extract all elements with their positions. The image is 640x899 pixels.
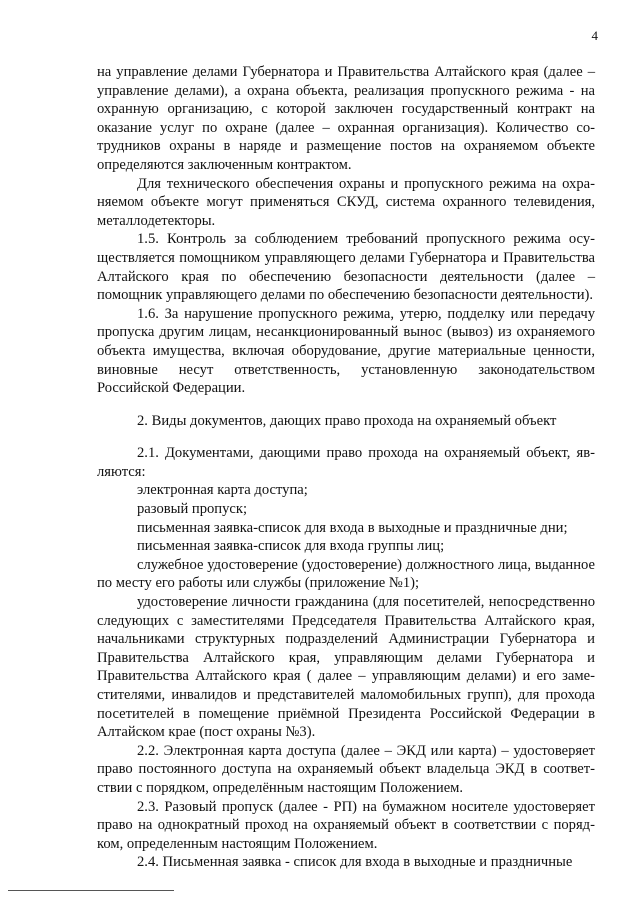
page-number: 4	[591, 28, 598, 43]
footer-rule	[8, 890, 174, 891]
section-heading-2: 2. Виды документов, дающих право прохода на охраняемый объект	[137, 412, 557, 429]
document-body	[97, 63, 595, 872]
list-item: разовый пропуск;	[137, 501, 248, 518]
paragraph-personal-id: удостоверение личности гражданина (для посетителей, непосредственно следующих с заместителями Председателя Правительства Алтайского края, начальниками структурных подразделений Администрации Губернатора и Правительства Алтайского края, управляющим делами Губернатора и Правительства Алтайского края ( далее – управляющим делами) и его заместителями, инвалидов и представителей маломобильных групп), для прохода посетителей в помещение приёмной Президента Российской Федерации в Алтайском крае (пост охраны №3).	[97, 594, 595, 741]
paragraph-2-2: 2.2. Электронная карта доступа (далее – ЭКД или карта) – удостоверяет право постоянного доступа на охраняемый объект владельца ЭКД в соответствии с порядком, определённым настоящим Положением.	[97, 742, 595, 796]
paragraph-2-1: 2.1. Документами, дающими право прохода на охраняемый объект, являются:	[97, 445, 595, 480]
paragraph-2-3: 2.3. Разовый пропуск (далее - РП) на бумажном носителе удостоверяет право на однократный проход на охраняемый объект в соответствии с порядком, определенным настоящим Положением.	[97, 798, 595, 852]
list-item: письменная заявка-список для входа в выходные и праздничные дни;	[137, 519, 568, 536]
list-item: письменная заявка-список для входа группы лиц;	[137, 538, 445, 555]
paragraph-continuation: на управление делами Губернатора и Правительства Алтайского края (далее – управление делами), а охрана объекта, реализация пропускного режима - на охранную организацию, с которой заключен государственный контракт на оказание услуг по охране (далее – охранная организация). Количество сотрудников охраны в наряде и размещение постов на охраняемом объекте определяются заключенным контрактом.	[97, 64, 595, 173]
paragraph-2-4: 2.4. Письменная заявка - список для входа в выходные и праздничные	[137, 854, 573, 871]
paragraph-service-id: служебное удостоверение (удостоверение) должностного лица, выданное по месту его работы или службы (приложение №1);	[97, 556, 595, 592]
paragraph-1-5: 1.5. Контроль за соблюдением требований пропускного режима осуществляется помощником управляющего делами Губернатора и Правительства Алтайского края по обеспечению безопасности деятельности (далее – помощник управляющего делами по обеспечению безопасности деятельности).	[97, 231, 595, 304]
list-item: электронная карта доступа;	[137, 482, 308, 499]
paragraph-technical-means: Для технического обеспечения охраны и пропускного режима на охраняемом объекте могут применяться СКУД, система охранного телевидения, металлодетекторы.	[97, 175, 595, 229]
paragraph-1-6: 1.6. За нарушение пропускного режима, утерю, подделку или передачу пропуска другим лицам, несанкционированный вынос (вывоз) из охраняемого объекта имущества, включая оборудование, другие материальные ценности, виновные несут ответственность, установленную законодательством Российской Федерации.	[97, 305, 595, 397]
